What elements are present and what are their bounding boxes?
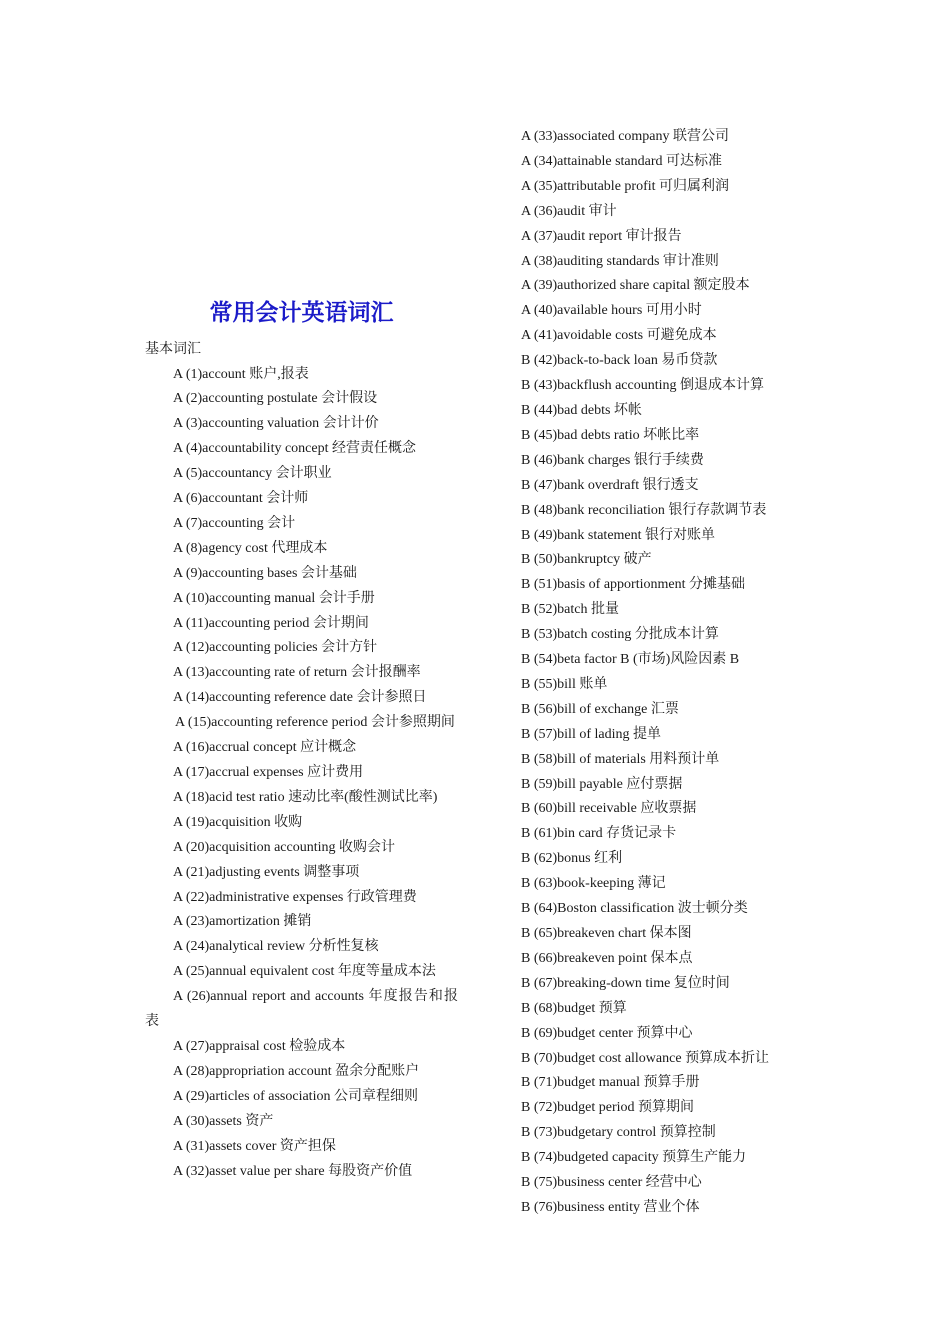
glossary-entry: B (61)bin card 存货记录卡 xyxy=(521,826,677,842)
glossary-entry: B (46)bank charges 银行手续费 xyxy=(521,452,704,468)
glossary-entry: A (27)appraisal cost 检验成本 xyxy=(173,1038,346,1054)
glossary-entry: A (3)accounting valuation 会计计价 xyxy=(173,416,379,432)
glossary-entry: A (20)acquisition accounting 收购会计 xyxy=(173,839,396,855)
glossary-entry: A (23)amortization 摊销 xyxy=(173,914,312,930)
glossary-entry: B (63)book-keeping 薄记 xyxy=(521,876,666,892)
glossary-entry: A (11)accounting period 会计期间 xyxy=(173,615,369,631)
glossary-entry: A (41)avoidable costs 可避免成本 xyxy=(521,328,717,344)
glossary-entry: B (58)bill of materials 用料预计单 xyxy=(521,751,720,767)
glossary-entry: A (34)attainable standard 可达标准 xyxy=(521,153,723,169)
glossary-entry: A (4)accountability concept 经营责任概念 xyxy=(173,441,416,457)
glossary-entry: B (62)bonus 红利 xyxy=(521,851,623,867)
glossary-entry: B (75)business center 经营中心 xyxy=(521,1175,702,1191)
glossary-entry: A (12)accounting policies 会计方针 xyxy=(173,640,378,656)
glossary-entry: A (26)annual report and accounts 年度报告和报表 xyxy=(145,989,458,1030)
glossary-entry: A (10)accounting manual 会计手册 xyxy=(173,590,375,606)
glossary-entry: B (44)bad debts 坏帐 xyxy=(521,402,642,418)
glossary-entry: B (71)budget manual 预算手册 xyxy=(521,1075,700,1091)
glossary-entry: B (55)bill 账单 xyxy=(521,676,608,692)
glossary-entry: B (56)bill of exchange 汇票 xyxy=(521,701,679,717)
glossary-entry: B (54)beta factor B (市场)风险因素 B xyxy=(521,652,740,668)
glossary-entry: B (73)budgetary control 预算控制 xyxy=(521,1125,716,1141)
glossary-entry: B (66)breakeven point 保本点 xyxy=(521,950,693,966)
glossary-entry: A (28)appropriation account 盈余分配账户 xyxy=(173,1063,420,1079)
glossary-entry: A (24)analytical review 分析性复核 xyxy=(173,939,379,955)
glossary-entry: B (52)batch 批量 xyxy=(521,602,619,618)
glossary-entry: A (37)audit report 审计报告 xyxy=(521,228,682,244)
glossary-entry: B (65)breakeven chart 保本图 xyxy=(521,926,692,941)
glossary-entry: B (72)budget period 预算期间 xyxy=(521,1100,695,1116)
glossary-entry: B (67)breaking-down time 复位时间 xyxy=(521,975,730,991)
glossary-entry: A (19)acquisition 收购 xyxy=(173,814,303,830)
glossary-entry: B (70)budget cost allowance 预算成本折让 xyxy=(521,1050,770,1066)
glossary-entry: A (5)accountancy 会计职业 xyxy=(173,466,332,482)
glossary-entry: A (31)assets cover 资产担保 xyxy=(173,1138,336,1154)
section-heading: 基本词汇 xyxy=(145,342,201,357)
glossary-entry: B (45)bad debts ratio 坏帐比率 xyxy=(521,427,700,443)
glossary-entry: B (50)bankruptcy 破产 xyxy=(521,552,652,568)
glossary-entry: B (64)Boston classification 波士顿分类 xyxy=(521,901,748,917)
glossary-entry: B (42)back-to-back loan 易币贷款 xyxy=(521,353,718,369)
glossary-entry: A (9)accounting bases 会计基础 xyxy=(173,565,357,581)
glossary-entry: A (35)attributable profit 可归属利润 xyxy=(521,178,730,194)
glossary-entry: A (1)account 账户,报表 xyxy=(173,366,309,382)
glossary-entry: A (39)authorized share capital 额定股本 xyxy=(521,278,750,294)
document-title: 常用会计英语词汇 xyxy=(209,300,394,326)
glossary-entry: B (76)business entity 营业个体 xyxy=(521,1199,700,1215)
glossary-column-right xyxy=(521,125,811,1221)
glossary-entry: B (48)bank reconciliation 银行存款调节表 xyxy=(521,502,767,518)
glossary-entry: A (29)articles of association 公司章程细则 xyxy=(173,1088,418,1104)
glossary-entry: A (33)associated company 联营公司 xyxy=(521,129,730,144)
glossary-entry: A (7)accounting 会计 xyxy=(173,515,296,531)
glossary-entry: B (43)backflush accounting 倒退成本计算 xyxy=(521,378,765,394)
glossary-entry: A (22)administrative expenses 行政管理费 xyxy=(173,889,417,905)
glossary-entry: A (18)acid test ratio 速动比率(酸性测试比率) xyxy=(173,789,438,805)
glossary-entry: A (30)assets 资产 xyxy=(173,1113,274,1129)
glossary-entry: A (16)accrual concept 应计概念 xyxy=(173,740,357,756)
glossary-entry: B (74)budgeted capacity 预算生产能力 xyxy=(521,1150,747,1166)
glossary-entry: A (14)accounting reference date 会计参照日 xyxy=(173,690,427,706)
glossary-entry: A (17)accrual expenses 应计费用 xyxy=(173,765,364,780)
glossary-entry: B (51)basis of apportionment 分摊基础 xyxy=(521,577,745,593)
glossary-entry: A (25)annual equivalent cost 年度等量成本法 xyxy=(173,964,436,980)
glossary-entry: A (21)adjusting events 调整事项 xyxy=(173,864,360,880)
glossary-entry: B (59)bill payable 应付票据 xyxy=(521,776,683,792)
glossary-entry: B (49)bank statement 银行对账单 xyxy=(521,527,716,543)
glossary-entry: A (2)accounting postulate 会计假设 xyxy=(173,391,378,407)
glossary-entry: B (57)bill of lading 提单 xyxy=(521,726,661,742)
glossary-entry: A (8)agency cost 代理成本 xyxy=(173,540,328,556)
glossary-entry: B (60)bill receivable 应收票据 xyxy=(521,801,697,817)
glossary-entry: B (68)budget 预算 xyxy=(521,1000,627,1016)
glossary-entry: B (47)bank overdraft 银行透支 xyxy=(521,477,699,493)
glossary-column-left xyxy=(145,363,458,1185)
glossary-entry: A (6)accountant 会计师 xyxy=(173,491,309,507)
glossary-entry: A (13)accounting rate of return 会计报酬率 xyxy=(173,665,421,681)
glossary-entry: A (38)auditing standards 审计准则 xyxy=(521,253,719,269)
glossary-entry: A (36)audit 审计 xyxy=(521,203,617,219)
glossary-entry: B (69)budget center 预算中心 xyxy=(521,1025,693,1041)
glossary-entry: A (15)accounting reference period 会计参照期间 xyxy=(175,715,455,731)
glossary-entry: A (32)asset value per share 每股资产价值 xyxy=(173,1163,413,1179)
glossary-entry: B (53)batch costing 分批成本计算 xyxy=(521,627,719,643)
glossary-entry: A (40)available hours 可用小时 xyxy=(521,303,702,319)
